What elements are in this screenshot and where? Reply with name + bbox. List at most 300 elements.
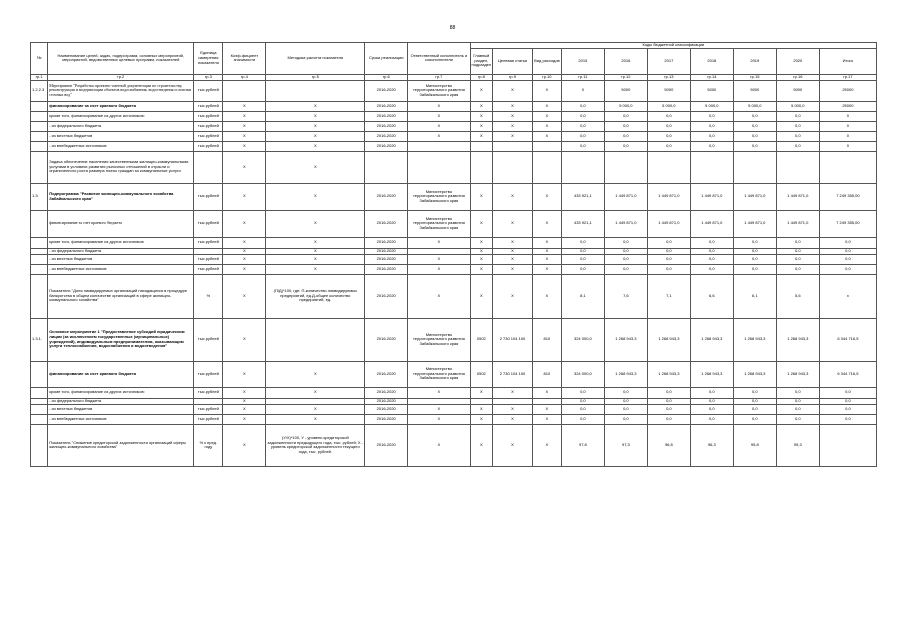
table-cell: тыс.рублей xyxy=(194,318,223,361)
table-cell: X xyxy=(470,248,493,254)
table-cell: 0,0 xyxy=(604,248,647,254)
table-cell: 0,0 xyxy=(819,404,876,414)
table-cell: 8,1 xyxy=(561,274,604,318)
table-cell: 2016-2020 xyxy=(365,141,408,151)
table-cell: Министерство территориального развития Забайкальского края xyxy=(408,318,470,361)
table-cell: 2016-2020 xyxy=(365,361,408,387)
col-num: № xyxy=(31,43,48,75)
table-cell: 0 xyxy=(561,80,604,101)
table-cell: - из федерального бюджета xyxy=(48,121,194,131)
table-cell: X xyxy=(470,131,493,141)
table-cell: 25000 xyxy=(819,101,876,111)
col-year: 2016 xyxy=(604,48,647,74)
table-cell: 324 000,0 xyxy=(561,361,604,387)
table-cell: 0,0 xyxy=(561,101,604,111)
table-cell: 5000 xyxy=(776,80,819,101)
table-cell: X xyxy=(408,264,470,274)
table-cell: X xyxy=(470,210,493,237)
table-row xyxy=(31,274,877,318)
table-cell: 1 449 871,0 xyxy=(776,210,819,237)
table-cell: Подпрограмма "Развитие жилищно-коммунального хозяйства Забайкальского края" xyxy=(48,183,194,210)
table-cell: 1 268 943,3 xyxy=(733,361,776,387)
table-cell: 0,0 xyxy=(561,121,604,131)
table-cell: 0,0 xyxy=(604,131,647,141)
table-cell: 0,0 xyxy=(776,141,819,151)
table-cell xyxy=(31,404,48,414)
column-number: гр.6 xyxy=(365,74,408,80)
table-cell: X xyxy=(223,404,266,414)
table-cell xyxy=(31,101,48,111)
table-cell: 0,0 xyxy=(733,404,776,414)
table-cell: 2016-2020 xyxy=(365,121,408,131)
table-cell: X xyxy=(408,254,470,264)
table-cell: 0,0 xyxy=(561,387,604,398)
table-cell: 0,0 xyxy=(604,387,647,398)
table-cell: 0,0 xyxy=(561,131,604,141)
col-coef: Коэф-фициент значимости xyxy=(223,43,266,75)
table-cell: 0,0 xyxy=(733,141,776,151)
table-cell: 0,0 xyxy=(690,248,733,254)
table-cell: 0,0 xyxy=(733,131,776,141)
table-cell: X xyxy=(532,111,561,121)
table-cell xyxy=(31,414,48,424)
table-cell: кроме того, финансирование из других источников xyxy=(48,237,194,248)
table-cell: X xyxy=(223,264,266,274)
table-cell: тыс.рублей xyxy=(194,111,223,121)
table-cell: 1 268 943,3 xyxy=(647,361,690,387)
column-number: гр.4 xyxy=(223,74,266,80)
table-cell: X xyxy=(532,404,561,414)
table-cell: 6 344 716,5 xyxy=(819,361,876,387)
table-cell: X xyxy=(223,237,266,248)
table-cell: 1 449 871,0 xyxy=(776,183,819,210)
table-cell: X xyxy=(408,111,470,121)
table-row xyxy=(31,121,877,131)
table-cell: 2016-2020 xyxy=(365,274,408,318)
table-cell xyxy=(408,141,470,151)
table-cell: 0,0 xyxy=(647,414,690,424)
column-number: гр.1 xyxy=(31,74,48,80)
table-cell: X xyxy=(532,264,561,274)
table-cell xyxy=(690,151,733,183)
table-cell: 5,6 xyxy=(776,274,819,318)
col-target: Целевая статья xyxy=(493,48,533,74)
table-cell xyxy=(819,151,876,183)
table-cell xyxy=(604,151,647,183)
table-cell xyxy=(31,424,48,466)
table-cell: 2016-2020 xyxy=(365,237,408,248)
table-cell: (У/Х)*100, У - уровень кредиторской задолженности предыдущего года, тыс. рублей; Х - уровень кредиторской задолженности текущего года, тыс. рублей. xyxy=(266,424,365,466)
page-number: 88 xyxy=(449,25,456,31)
table-cell: 0,0 xyxy=(604,264,647,274)
table-cell: X xyxy=(470,111,493,121)
table-cell: 0,0 xyxy=(776,121,819,131)
table-cell: X xyxy=(493,210,533,237)
table-cell: 5 000,0 xyxy=(690,101,733,111)
table-cell: X xyxy=(266,264,365,274)
table-cell xyxy=(194,151,223,183)
table-cell: X xyxy=(493,80,533,101)
table-cell: X xyxy=(493,121,533,131)
table-cell: 0,0 xyxy=(647,254,690,264)
table-cell: 0,0 xyxy=(604,111,647,121)
table-cell: 0,0 xyxy=(690,414,733,424)
table-cell: - из внебюджетных источников xyxy=(48,141,194,151)
table-cell: x xyxy=(819,274,876,318)
table-cell xyxy=(31,361,48,387)
table-cell: 1.3. xyxy=(31,183,48,210)
table-cell: X xyxy=(266,414,365,424)
table-cell: 0,0 xyxy=(819,387,876,398)
table-cell: X xyxy=(493,414,533,424)
table-cell: X xyxy=(408,131,470,141)
table-cell: 5 000,0 xyxy=(647,101,690,111)
table-cell: 0,0 xyxy=(819,248,876,254)
table-cell: X xyxy=(266,141,365,151)
col-year: 2019 xyxy=(733,48,776,74)
table-cell xyxy=(31,254,48,264)
table-cell xyxy=(266,80,365,101)
table-cell: X xyxy=(532,80,561,101)
table-cell: 1 449 871,0 xyxy=(604,183,647,210)
table-cell: 1 268 943,3 xyxy=(776,318,819,361)
table-cell: X xyxy=(408,121,470,131)
table-row xyxy=(31,414,877,424)
table-cell: Министерство территориального развития Забайкальского края xyxy=(408,80,470,101)
table-cell: тыс.рублей xyxy=(194,80,223,101)
table-cell xyxy=(31,274,48,318)
column-number: гр.16 xyxy=(776,74,819,80)
table-cell: X xyxy=(532,424,561,466)
table-row xyxy=(31,237,877,248)
table-cell: тыс.рублей xyxy=(194,264,223,274)
table-cell: тыс.рублей xyxy=(194,131,223,141)
table-cell: 0502 xyxy=(470,361,493,387)
table-cell: Задача обеспечение населения качественными жилищно-коммунальными услугами в условиях развития рыночных отношений в отрасли и ограниченного роста размера платы граждан за коммунальные услуги xyxy=(48,151,194,183)
table-cell: X xyxy=(223,274,266,318)
table-cell: 0,0 xyxy=(561,264,604,274)
table-cell: 0,0 xyxy=(733,414,776,424)
table-cell: X xyxy=(493,387,533,398)
table-cell: 433 921,1 xyxy=(561,183,604,210)
table-cell: 0,0 xyxy=(690,111,733,121)
column-number: гр.8 xyxy=(470,74,493,80)
table-cell xyxy=(408,151,470,183)
table-cell: % xyxy=(194,274,223,318)
table-cell: 1 449 871,0 xyxy=(733,210,776,237)
table-cell: 0,0 xyxy=(604,141,647,151)
table-cell: X xyxy=(266,131,365,141)
table-cell: 5000 xyxy=(690,80,733,101)
table-cell: 2016-2020 xyxy=(365,318,408,361)
table-cell: 96,8 xyxy=(647,424,690,466)
table-cell: X xyxy=(223,254,266,264)
col-year: 2015 xyxy=(561,48,604,74)
table-cell: 0,0 xyxy=(561,404,604,414)
table-cell: 2016-2020 xyxy=(365,414,408,424)
table-cell xyxy=(532,141,561,151)
table-cell: 2016-2020 xyxy=(365,210,408,237)
table-cell: 95,8 xyxy=(733,424,776,466)
col-codes: Коды бюджетной классификации xyxy=(470,43,876,49)
table-cell: 0,0 xyxy=(690,254,733,264)
table-cell: X xyxy=(408,424,470,466)
table-cell: X xyxy=(408,101,470,111)
table-cell: 0,0 xyxy=(647,387,690,398)
table-cell xyxy=(733,151,776,183)
table-cell: 5 000,0 xyxy=(776,101,819,111)
table-cell: 2016-2020 xyxy=(365,254,408,264)
table-cell: X xyxy=(223,398,266,404)
table-cell: Министерство территориального развития Забайкальского края xyxy=(408,183,470,210)
table-cell: 2016-2020 xyxy=(365,131,408,141)
table-cell: 2016-2020 xyxy=(365,387,408,398)
table-cell: 0,0 xyxy=(561,141,604,151)
table-cell: 0,0 xyxy=(776,248,819,254)
table-cell: 0,0 xyxy=(776,404,819,414)
table-cell: 810 xyxy=(532,361,561,387)
table-cell: 5000 xyxy=(733,80,776,101)
table-cell: тыс.рублей xyxy=(194,404,223,414)
table-cell: X xyxy=(493,237,533,248)
col-unit: Единица измерения показателя xyxy=(194,43,223,75)
table-cell: X xyxy=(532,274,561,318)
table-row xyxy=(31,80,877,101)
table-cell: 1 268 943,3 xyxy=(690,361,733,387)
table-cell xyxy=(647,151,690,183)
table-cell: X xyxy=(532,183,561,210)
table-cell: 6,1 xyxy=(733,274,776,318)
col-term: Сроки реализации xyxy=(365,43,408,75)
table-cell: 1 268 943,3 xyxy=(776,361,819,387)
table-cell xyxy=(266,318,365,361)
table-row xyxy=(31,101,877,111)
program-table xyxy=(30,42,877,467)
column-number: гр.5 xyxy=(266,74,365,80)
table-cell: Министерство территориального развития Забайкальского края xyxy=(408,361,470,387)
table-cell: X xyxy=(493,101,533,111)
table-cell: - из местных бюджетов xyxy=(48,254,194,264)
table-cell: 0,0 xyxy=(733,387,776,398)
table-cell: 0,0 xyxy=(733,264,776,274)
table-cell: - из федерального бюджета xyxy=(48,248,194,254)
column-number: гр.17 xyxy=(819,74,876,80)
table-cell: 0,0 xyxy=(690,121,733,131)
table-cell: - из внебюджетных источников xyxy=(48,414,194,424)
table-cell: X xyxy=(223,121,266,131)
table-cell: X xyxy=(532,248,561,254)
table-cell: X xyxy=(223,210,266,237)
table-cell: финансирование за счет краевого бюджета xyxy=(48,361,194,387)
table-cell: Мероприятие "Разработка проектно-сметной документации по строительству, реконструкции и модернизации объектов водоснабжения, водоотведения и очистки сточных вод" xyxy=(48,80,194,101)
table-cell xyxy=(776,151,819,183)
column-number: гр.11 xyxy=(561,74,604,80)
table-cell: 0,0 xyxy=(647,248,690,254)
table-cell: X xyxy=(266,248,365,254)
table-cell: 7,6 xyxy=(604,274,647,318)
table-row xyxy=(31,318,877,361)
table-cell: 1 449 871,0 xyxy=(647,210,690,237)
table-cell: X xyxy=(266,404,365,414)
col-name: Наименование целей, задач, подпрограмм, основных мероприятий, мероприятий, ведомственных целевых программ, показателей xyxy=(48,43,194,75)
table-cell: X xyxy=(532,254,561,264)
table-cell xyxy=(31,131,48,141)
table-cell: X xyxy=(266,121,365,131)
table-cell: тыс.рублей xyxy=(194,414,223,424)
table-cell: 324 000,0 xyxy=(561,318,604,361)
table-cell: 2016-2020 xyxy=(365,183,408,210)
table-cell: X xyxy=(470,80,493,101)
table-cell: 0,0 xyxy=(604,254,647,264)
table-cell: 0,0 xyxy=(733,254,776,264)
table-cell: 1 268 943,3 xyxy=(733,318,776,361)
table-cell: 0,0 xyxy=(561,237,604,248)
table-cell xyxy=(493,141,533,151)
table-cell: X xyxy=(408,274,470,318)
table-cell: 0,0 xyxy=(733,237,776,248)
table-cell: 0,0 xyxy=(690,398,733,404)
table-cell: 2016-2020 xyxy=(365,248,408,254)
table-cell: 6 344 716,5 xyxy=(819,318,876,361)
column-number: гр.14 xyxy=(690,74,733,80)
table-cell: X xyxy=(470,264,493,274)
table-cell: 1 449 871,0 xyxy=(690,183,733,210)
table-cell: 5 000,0 xyxy=(733,101,776,111)
table-cell: 0,0 xyxy=(776,398,819,404)
table-cell: X xyxy=(223,387,266,398)
table-cell: 2016-2020 xyxy=(365,264,408,274)
table-cell: 0,0 xyxy=(819,264,876,274)
table-cell: 0,0 xyxy=(776,254,819,264)
table-cell: 0,0 xyxy=(647,398,690,404)
column-number: гр.12 xyxy=(604,74,647,80)
table-cell: - из местных бюджетов xyxy=(48,131,194,141)
table-cell: X xyxy=(223,183,266,210)
table-cell: X xyxy=(223,248,266,254)
table-cell: 1 449 871,0 xyxy=(733,183,776,210)
table-cell: X xyxy=(266,101,365,111)
table-cell xyxy=(493,151,533,183)
table-cell: 0,0 xyxy=(561,414,604,424)
table-cell: 0 xyxy=(819,141,876,151)
table-cell: Показатель "Снижение кредиторской задолженности организаций сферы жилищно-коммунального хозяйства" xyxy=(48,424,194,466)
table-cell: 0,0 xyxy=(604,237,647,248)
table-row xyxy=(31,131,877,141)
table-cell: X xyxy=(470,237,493,248)
table-cell: 5 000,0 xyxy=(604,101,647,111)
table-cell: X xyxy=(493,248,533,254)
table-cell: X xyxy=(470,121,493,131)
table-cell: 1.3.1. xyxy=(31,318,48,361)
table-cell: 0,0 xyxy=(604,398,647,404)
table-cell: 0,0 xyxy=(604,414,647,424)
table-cell: 0,0 xyxy=(561,254,604,264)
table-cell: 0,0 xyxy=(776,264,819,274)
table-cell: 7,1 xyxy=(647,274,690,318)
table-cell xyxy=(31,141,48,151)
table-cell: 2016-2020 xyxy=(365,404,408,414)
table-cell xyxy=(223,80,266,101)
table-cell: X xyxy=(470,404,493,414)
table-cell: тыс.рублей xyxy=(194,237,223,248)
table-cell: X xyxy=(223,424,266,466)
table-cell: X xyxy=(223,131,266,141)
table-cell: 433 921,1 xyxy=(561,210,604,237)
table-cell: финансирование за счет краевого бюджета xyxy=(48,101,194,111)
table-cell: 0,0 xyxy=(561,111,604,121)
table-cell: X xyxy=(266,183,365,210)
table-cell xyxy=(31,151,48,183)
table-cell xyxy=(31,387,48,398)
table-cell: X xyxy=(493,264,533,274)
table-cell: X xyxy=(223,151,266,183)
table-cell: 5000 xyxy=(604,80,647,101)
table-cell: 0,0 xyxy=(776,414,819,424)
table-cell: 0,0 xyxy=(733,121,776,131)
table-cell: 1 268 943,3 xyxy=(647,318,690,361)
table-cell: тыс.рублей xyxy=(194,387,223,398)
table-cell: 0,0 xyxy=(561,248,604,254)
table-cell: Основное мероприятие 1 "Предоставление субсидий юридическим лицам (за исключением государственных (муниципальных) учреждений), индивидуальным предпринимателям, оказывающим услуги теплоснабжения, водоснабжения и водоотведения" xyxy=(48,318,194,361)
table-cell: 2016-2020 xyxy=(365,398,408,404)
table-row xyxy=(31,254,877,264)
table-cell: (П/Д)*100, где: П-количество ликвидируемых предприятий, ед.Д-общее количество предприятий, ед. xyxy=(266,274,365,318)
table-cell: X xyxy=(493,254,533,264)
table-cell: X xyxy=(493,183,533,210)
table-cell: X xyxy=(532,131,561,141)
table-cell: тыс.рублей xyxy=(194,254,223,264)
table-cell: 2 730 104 100 xyxy=(493,361,533,387)
table-cell: 2 730 104 100 xyxy=(493,318,533,361)
table-cell: X xyxy=(493,111,533,121)
table-cell: 6,6 xyxy=(690,274,733,318)
table-cell xyxy=(819,424,876,466)
column-number: гр.3 xyxy=(194,74,223,80)
table-cell: X xyxy=(408,404,470,414)
column-number: гр.13 xyxy=(647,74,690,80)
table-cell: 0 xyxy=(819,131,876,141)
table-cell: 0,0 xyxy=(819,254,876,264)
table-cell: Показатель "Доля ликвидируемых организаций находящихся в процедуре банкротства в общем количестве организаций в сфере жилищно-коммунального хозяйства" xyxy=(48,274,194,318)
table-cell: 0,0 xyxy=(647,121,690,131)
table-cell: 0,0 xyxy=(690,237,733,248)
table-cell: X xyxy=(408,237,470,248)
table-cell: X xyxy=(266,387,365,398)
table-cell: тыс.рублей xyxy=(194,210,223,237)
table-cell xyxy=(31,121,48,131)
table-cell: 1 449 871,0 xyxy=(690,210,733,237)
table-row xyxy=(31,264,877,274)
table-cell xyxy=(31,111,48,121)
table-cell: 0,0 xyxy=(819,398,876,404)
table-cell: X xyxy=(223,414,266,424)
table-cell: 0,0 xyxy=(733,398,776,404)
table-cell: X xyxy=(493,274,533,318)
table-cell: кроме того, финансирование из других источников: xyxy=(48,387,194,398)
table-cell: тыс.рублей xyxy=(194,121,223,131)
table-cell: 0,0 xyxy=(776,237,819,248)
table-cell: 0,0 xyxy=(733,111,776,121)
table-cell xyxy=(532,151,561,183)
table-cell: X xyxy=(223,111,266,121)
table-cell: X xyxy=(266,111,365,121)
table-cell: 0,0 xyxy=(647,131,690,141)
table-row xyxy=(31,141,877,151)
table-cell: 0,0 xyxy=(647,237,690,248)
table-cell: X xyxy=(470,274,493,318)
table-cell: X xyxy=(532,101,561,111)
table-cell: 0502 xyxy=(470,318,493,361)
